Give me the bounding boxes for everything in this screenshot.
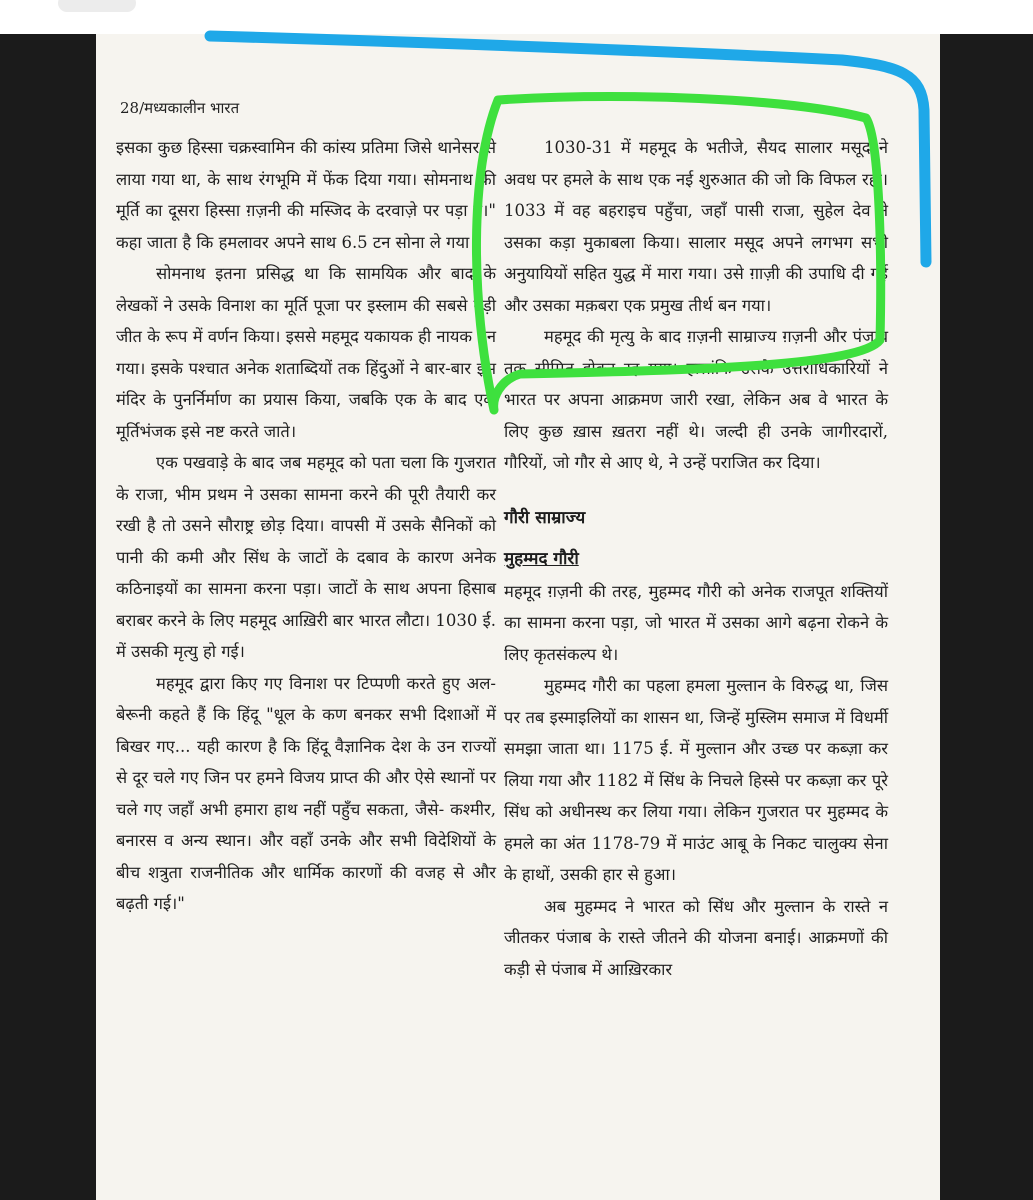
right-para-1: 1030-31 में महमूद के भतीजे, सैयद सालार मसूद ने अवध पर हमले के साथ एक नई शुरुआत की जो कि विफल रहा। 1033 में वह बहराइच पहुँचा, जहाँ पासी राजा, सुहेल देव ने उसका कड़ा मुकाबला किया। सालार मसूद अपने लगभग सभी अनुयायियों सहित युद्ध में मारा गया। उसे ग़ाज़ी की उपाधि दी गई और उसका मक़बरा एक प्रमुख तीर्थ बन गया।	[504, 138, 888, 315]
left-para-4: महमूद द्वारा किए गए विनाश पर टिप्पणी करते हुए अल-बेरूनी कहते हैं कि हिंदू "धूल के कण बनकर सभी दिशाओं में बिखर गए... यही कारण है कि हिंदू वैज्ञानिक देश के उन राज्यों से दूर चले गए जिन पर हमने विजय प्राप्त की और ऐसे स्थानों पर चले गए जहाँ अभी हमारा हाथ नहीं पहुँच सकता, जैसे- कश्मीर, बनारस व अन्य स्थान। और वहाँ उनके और सभी विदेशियों के बीच शत्रुता राजनीतिक और धार्मिक कारणों की वजह से और बढ़ती गई।"	[116, 673, 496, 913]
right-para-4: मुहम्मद गौरी का पहला हमला मुल्तान के विरुद्ध था, जिस पर तब इस्माइलियों का शासन था, जिन्हें मुस्लिम समाज में विधर्मी समझा जाता था। 1175 ई. में मुल्तान और उच्छ पर कब्ज़ा कर लिया गया और 1182 में सिंध के निचले हिस्से पर कब्ज़ा कर पूरे सिंध को अधीनस्थ कर लिया गया। लेकिन गुजरात पर मुहम्मद के हमले का अंत 1178-79 में माउंट आबू के निकट चालुक्य सेना के हाथों, उसकी हार से हुआ।	[504, 676, 888, 884]
right-para-3: महमूद ग़ज़नी की तरह, मुहम्मद गौरी को अनेक राजपूत शक्तियों का सामना करना पड़ा, जो भारत में उसका आगे बढ़ना रोकने के लिए कृतसंकल्प थे।	[504, 581, 888, 664]
right-para-5: अब मुहम्मद ने भारत को सिंध और मुल्तान के रास्ते न जीतकर पंजाब के रास्ते जीतने की योजना बनाई। आक्रमणों की कड़ी से पंजाब में आख़िरकार	[504, 896, 888, 979]
right-para-2: महमूद की मृत्यु के बाद ग़ज़नी साम्राज्य ग़ज़नी और पंजाब तक सीमित होकर रह गया। हालांकि उसके उत्तराधिकारियों ने भारत पर अपना आक्रमण जारी रखा, लेकिन अब वे भारत के लिए कुछ ख़ास ख़तरा नहीं थे। जल्दी ही उनके जागीरदारों, गौरियों, जो गौर से आए थे, ने उन्हें पराजित कर दिया।	[504, 327, 888, 472]
subsection-heading: मुहम्मद गौरी	[504, 549, 579, 569]
section-heading: गौरी साम्राज्य	[504, 507, 586, 528]
left-para-3: एक पखवाड़े के बाद जब महमूद को पता चला कि गुजरात के राजा, भीम प्रथम ने उसका सामना करने की पूरी तैयारी कर रखी है तो उसने सौराष्ट्र छोड़ दिया। वापसी में उसके सैनिकों को पानी की कमी और सिंध के जाटों के दबाव के कारण अनेक कठिनाइयों का सामना करना पड़ा। जाटों के साथ अपना हिसाब बराबर करने के लिए महमूद आख़िरी बार भारत लौटा। 1030 ई. में उसकी मृत्यु हो गई।	[116, 453, 496, 661]
green-highlight-loop	[476, 97, 880, 410]
blue-highlight-stroke	[210, 36, 926, 262]
page-header: 28/मध्यकालीन भारत	[120, 99, 240, 117]
left-para-2: सोमनाथ इतना प्रसिद्ध था कि सामयिक और बाद के लेखकों ने उसके विनाश का मूर्ति पूजा पर इस्लाम की सबसे बड़ी जीत के रूप में वर्णन किया। इससे महमूद यकायक ही नायक बन गया। इसके पश्चात अनेक शताब्दियों तक हिंदुओं ने बार-बार इस मंदिर के पुनर्निर्माण का प्रयास किया, जबकि एक के बाद एक मूर्तिभंजक इसे नष्ट करते जाते।	[116, 264, 496, 441]
left-para-1: इसका कुछ हिस्सा चक्रस्वामिन की कांस्य प्रतिमा जिसे थानेसर से लाया गया था, के साथ रंगभूमि में फेंक दिया गया। सोमनाथ की मूर्ति का दूसरा हिस्सा ग़ज़नी की मस्जिद के दरवाज़े पर पड़ा है।" कहा जाता है कि हमलावर अपने साथ 6.5 टन सोना ले गया।	[116, 138, 496, 252]
